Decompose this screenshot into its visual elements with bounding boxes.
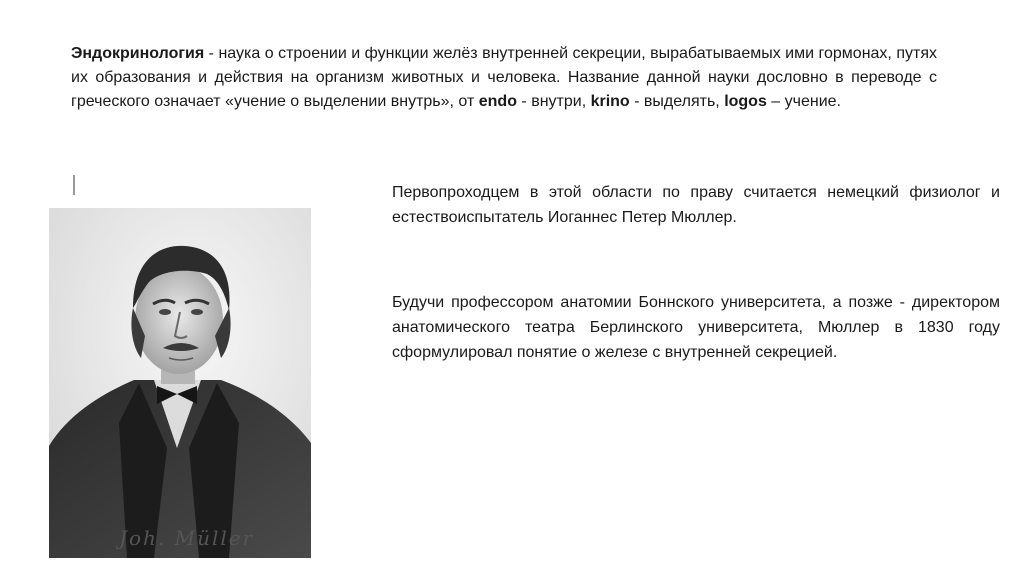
paragraph-professor: Будучи профессором анатомии Боннского университета, а позже - директором анатомического театра Берлинского университета, Мюллер в 1830 году сформулировал понятие о железе с внутренней секрецией. [392,294,1000,361]
paragraph-pioneer: Первопроходцем в этой области по праву считается немецкий физиолог и естествоиспытатель Иоганнес Петер Мюллер. [392,184,1000,226]
term-endo: endo [478,93,517,110]
term-logos: logos [724,93,767,110]
term-krino: krino [590,93,630,110]
signature: Joh. Müller [119,526,255,550]
term-endocrinology: Эндокринология [71,45,205,62]
intro-paragraph [71,42,937,114]
intro-text-3: - выделять, [629,93,725,110]
intro-text-4: – учение. [766,93,841,110]
decorative-mark [73,175,75,195]
portrait-engraving [49,208,311,558]
portrait-image [49,208,311,558]
intro-text-1: - наука о строении и функции желёз внутренней секреции, вырабатываемых ими гормонах, путях их образования и действия на организм животных и человека. Название данной науки дословно в переводе с греческого означает «учение о выделении внутрь», от [71,45,937,110]
intro-text-2: - внутри, [516,93,591,110]
